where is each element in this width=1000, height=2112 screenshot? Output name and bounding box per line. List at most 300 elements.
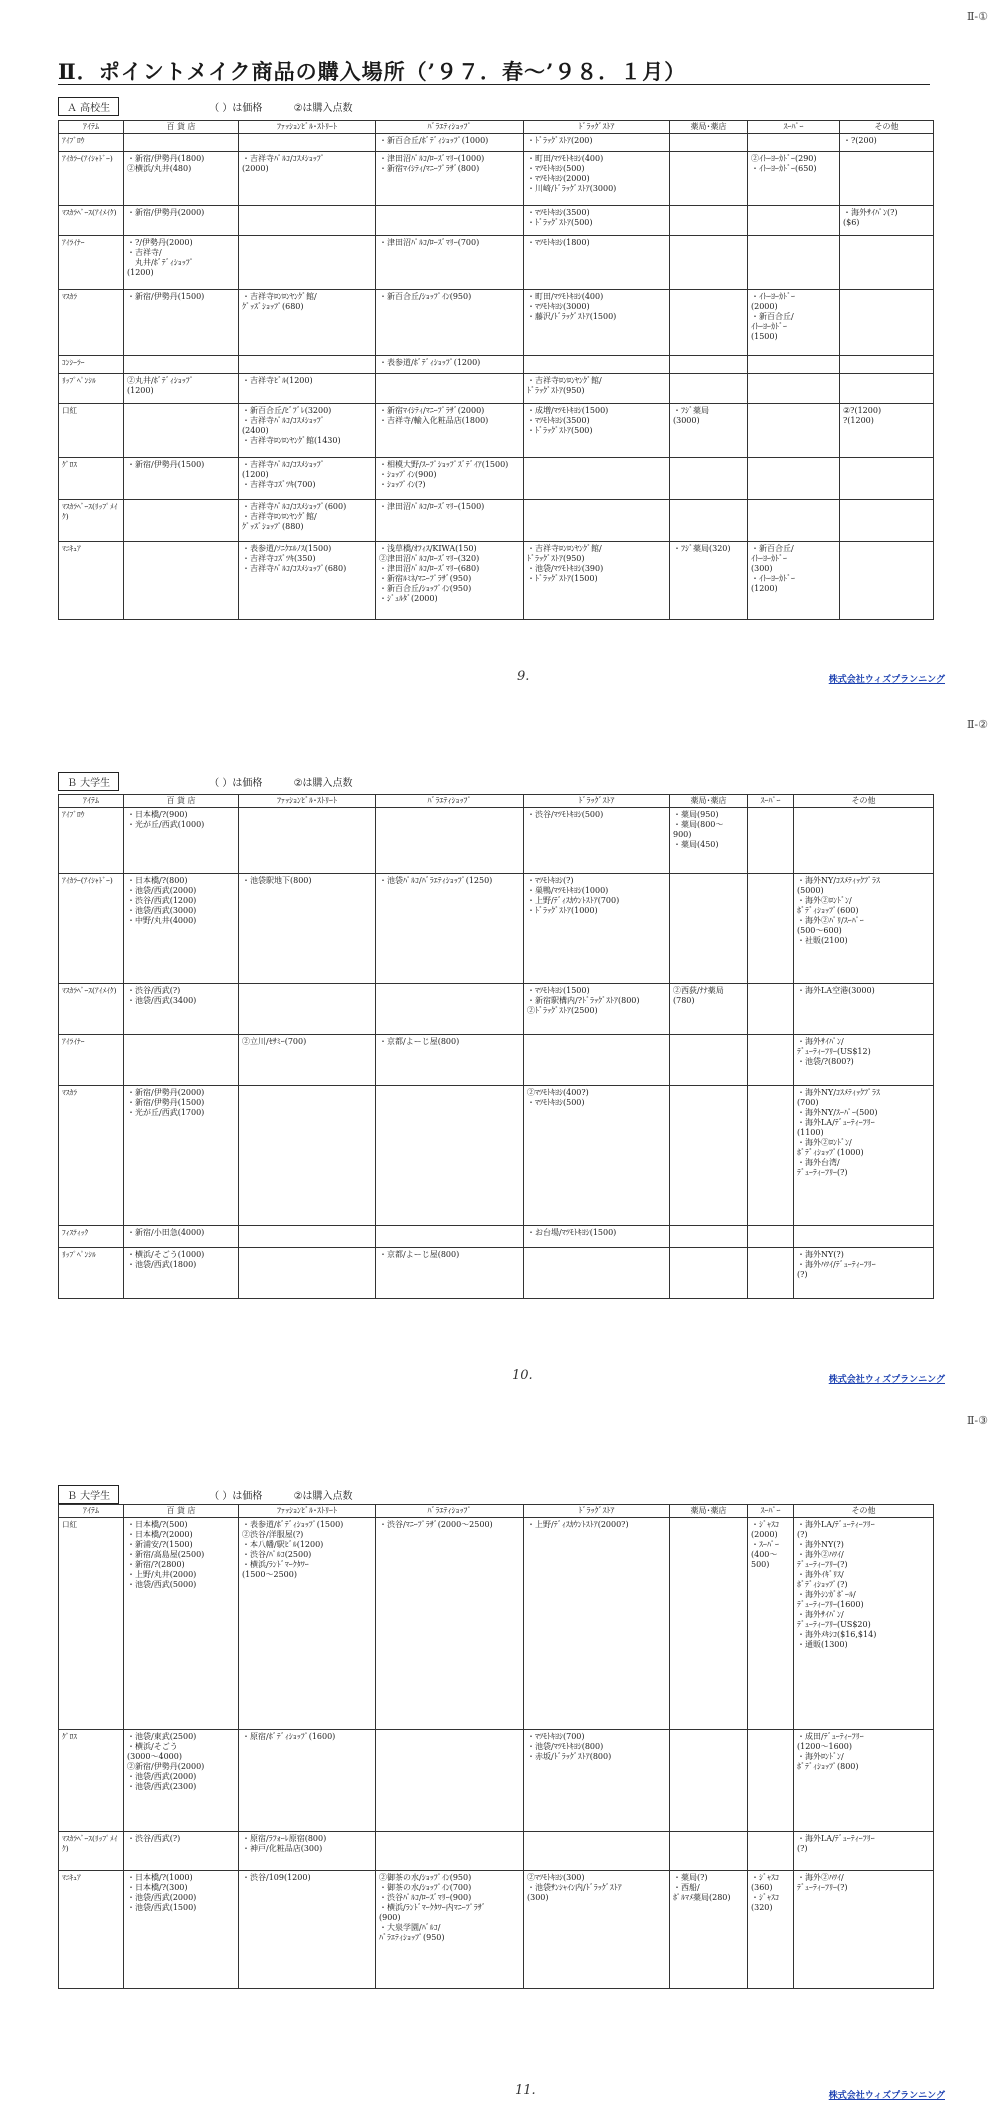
cell-entry: ・ﾏﾂﾓﾄｷﾖｼ(500) (527, 1098, 585, 1108)
cell-entry: ・吉祥寺ﾊﾟﾙｺ/ｺｽﾒｼｮｯﾌﾟ (242, 416, 325, 425)
cell-entry: ・表参道/ﾎﾞﾃﾞｨｼｮｯﾌﾟ(1500) (242, 1520, 344, 1529)
cell-entry: ②西荻/ﾅﾅ薬局 (673, 985, 724, 995)
cell-entry: ・日本橋/?(800) (127, 875, 188, 885)
column-header: ﾄﾞﾗｯｸﾞｽﾄｱ (524, 1505, 670, 1518)
table-cell (239, 458, 376, 500)
purchase-table (58, 794, 934, 1299)
column-header: ﾌｧｯｼｮﾝﾋﾞﾙ･ｽﾄﾘｰﾄ (239, 121, 376, 134)
cell-entry: ｲﾄｰﾖｰｶﾄﾞｰ (751, 554, 787, 563)
table-cell (748, 1247, 794, 1298)
table-cell (124, 152, 239, 206)
table-cell (748, 1225, 794, 1247)
table-cell (239, 1831, 376, 1870)
table-cell (124, 1247, 239, 1298)
column-header: 薬局･薬店 (670, 121, 748, 134)
cell-entry: ・渋谷/ﾏﾆｰﾌﾟﾗｻﾞ(2000～2500) (379, 1520, 493, 1529)
table-cell (239, 873, 376, 983)
cell-entry: ・海外②ﾛﾝﾄﾞﾝ/ (797, 1138, 852, 1148)
table-cell (748, 873, 794, 983)
table-cell (124, 1035, 239, 1086)
page-3 (0, 1400, 1000, 2112)
table-cell (748, 458, 840, 500)
table-cell (239, 1871, 376, 1989)
table-cell (524, 542, 670, 620)
table-cell (376, 500, 524, 542)
table-cell (239, 1225, 376, 1247)
cell-entry: ・ﾏﾂﾓﾄｷﾖｼ(1500) (527, 985, 590, 995)
table-cell (239, 1086, 376, 1225)
cell-entry: ・御茶の水/ｼｮｯﾌﾟｲﾝ(700) (379, 1883, 472, 1893)
table-cell (670, 1729, 748, 1831)
cell-entry: ・日本橋/?(900) (127, 810, 188, 819)
cell-entry: ・渋谷/109(1200) (242, 1873, 311, 1883)
column-header: ﾊﾞﾗｴﾃｨｼｮｯﾌﾟ (376, 795, 524, 808)
column-header: ｽｰﾊﾟｰ (748, 1505, 794, 1518)
cell-entry: ・新百合丘/ｼｮｯﾌﾟｲﾝ(950) (379, 584, 472, 593)
cell-entry: ・日本橋/?(2000) (127, 1530, 193, 1539)
column-header: ﾌｧｯｼｮﾝﾋﾞﾙ･ｽﾄﾘｰﾄ (239, 795, 376, 808)
cell-entry: ②津田沼ﾊﾟﾙｺ/ﾛｰｽﾞﾏﾘｰ(320) (379, 554, 480, 563)
table-row (59, 873, 934, 983)
item-name: ｺﾝｼｰﾗｰ (59, 356, 124, 374)
table-cell (239, 1035, 376, 1086)
cell-entry: (3000) (673, 416, 700, 425)
table-cell (239, 500, 376, 542)
page-2 (0, 700, 1000, 1400)
cell-entry: (780) (673, 995, 695, 1005)
cell-entry: ・?(200) (843, 136, 877, 145)
table-cell (239, 1247, 376, 1298)
table-cell (124, 1086, 239, 1225)
table-cell (124, 542, 239, 620)
cell-entry: (1200) (127, 268, 154, 277)
table-cell (124, 1729, 239, 1831)
cell-entry: ・大泉学園/ﾊﾞﾙｺ/ (379, 1923, 441, 1933)
cell-entry: ・通販(1300) (797, 1640, 848, 1649)
cell-entry: (5000) (797, 885, 824, 895)
cell-entry: ・池袋/西武(2000) (127, 1893, 197, 1903)
table-cell (376, 1247, 524, 1298)
table-cell (124, 808, 239, 874)
cell-entry: ・西船/ (673, 1883, 700, 1893)
table-row (59, 374, 934, 404)
table-cell (524, 1247, 670, 1298)
cell-entry: (?) (797, 1269, 808, 1279)
cell-entry: ・ｲﾄｰﾖｰｶﾄﾞｰ(650) (751, 164, 817, 173)
table-row (59, 1729, 934, 1831)
cell-entry: ﾄﾞﾗｯｸﾞｽﾄｱ(950) (527, 554, 585, 563)
table-row (59, 356, 934, 374)
table-cell (376, 356, 524, 374)
cell-entry: (2400) (242, 426, 269, 435)
cell-entry: ・津田沼ﾊﾟﾙｺ/ﾛｰｽﾞﾏﾘｰ(700) (379, 238, 480, 247)
table-cell (376, 1035, 524, 1086)
table-cell (670, 1035, 748, 1086)
table-cell (840, 206, 934, 236)
item-name: ﾌｨｽﾃｨｯｸ (59, 1225, 124, 1247)
table-row (59, 808, 934, 874)
table-cell (239, 404, 376, 458)
table-cell (124, 374, 239, 404)
table-cell (376, 808, 524, 874)
cell-entry: ・新宿/伊勢丹(2000) (127, 208, 205, 217)
company-name[interactable]: 株式会社ウィズプランニング (828, 1375, 945, 1385)
table-cell (124, 1225, 239, 1247)
cell-entry: ・藤沢/ﾄﾞﾗｯｸﾞｽﾄｱ(1500) (527, 312, 617, 321)
cell-entry: ②ﾏﾂﾓﾄｷﾖｼ(300) (527, 1873, 585, 1883)
table-cell (524, 1518, 670, 1730)
table-cell (239, 236, 376, 290)
cell-entry: ・海外ﾛﾝﾄﾞﾝ/ (797, 1751, 844, 1761)
cell-entry: ・新宿駅構内/?ﾄﾞﾗｯｸﾞｽﾄｱ(800) (527, 995, 640, 1005)
cell-entry: ・ﾄﾞﾗｯｸﾞｽﾄｱ(500) (527, 426, 593, 435)
table-row (59, 1831, 934, 1870)
cell-entry: ・渋谷/ﾊﾟﾙｺ(2500) (242, 1550, 312, 1559)
table-row (59, 500, 934, 542)
table-cell (124, 134, 239, 152)
cell-entry: (1500～2500) (242, 1570, 297, 1579)
table-cell (748, 808, 794, 874)
cell-entry: ・ﾏﾂﾓﾄｷﾖｼ(3500) (527, 416, 590, 425)
cell-entry: ｸﾞｯｽﾞｼｮｯﾌﾟ(680) (242, 302, 304, 311)
cell-entry: ・吉祥寺ﾊﾟﾙｺ/ｺｽﾒｼｮｯﾌﾟ(680) (242, 564, 347, 573)
cell-entry: (1100) (797, 1128, 824, 1138)
table-cell (748, 1035, 794, 1086)
table-cell (670, 1086, 748, 1225)
table-cell (670, 873, 748, 983)
table-cell (840, 542, 934, 620)
cell-entry: ﾃﾞｭｰﾃｨｰﾌﾘｰ(?) (797, 1883, 848, 1893)
column-header: 薬局･薬店 (670, 1505, 748, 1518)
table-cell (376, 1086, 524, 1225)
page-number: Ⅱ-② (966, 718, 988, 731)
item-name: ｱｲﾗｲﾅｰ (59, 236, 124, 290)
cell-entry: ・ﾏﾂﾓﾄｷﾖｼ(2000) (527, 174, 590, 183)
legend-price: （ ）は価格 (209, 1491, 263, 1502)
table-cell (524, 808, 670, 874)
cell-entry: ・新百合丘/ (751, 312, 794, 321)
table-header-row (59, 795, 934, 808)
table-cell (376, 1518, 524, 1730)
column-header: ﾄﾞﾗｯｸﾞｽﾄｱ (524, 121, 670, 134)
cell-entry: ・池袋/西武(2300) (127, 1781, 197, 1791)
company-name[interactable]: 株式会社ウィズプランニング (828, 2091, 945, 2101)
cell-entry: ・吉祥寺ﾊﾟﾙｺ/ｺｽﾒｼｮｯﾌﾟ (242, 154, 325, 163)
item-name: ｱｲﾌﾞﾛｳ (59, 134, 124, 152)
table-cell (239, 356, 376, 374)
cell-entry: ・新宿/伊勢丹(2000) (127, 1088, 205, 1098)
cell-entry: ・ｼﾞｬｽｺ (751, 1893, 779, 1903)
cell-entry: ・池袋/ﾏﾂﾓﾄｷﾖｼ(390) (527, 564, 604, 573)
cell-entry: ($6) (843, 218, 860, 227)
legend-count: ②は購入点数 (293, 1491, 353, 1502)
table-cell (748, 500, 840, 542)
item-name: ﾏｽｶﾗ (59, 290, 124, 356)
cell-entry: ・ﾏﾂﾓﾄｷﾖｼ(700) (527, 1731, 585, 1741)
table-cell (794, 1035, 934, 1086)
cell-entry: ・吉祥寺ｺｽﾞﾂｷ(350) (242, 554, 316, 563)
title-divider (58, 84, 930, 85)
cell-entry: ・吉祥寺ﾛﾝﾛﾝﾔﾝｸﾞ館/ (242, 512, 317, 521)
cell-entry: (1200) (127, 386, 154, 395)
cell-entry: ﾎﾞﾃﾞｨｼｮｯﾌﾟ(?) (797, 1580, 848, 1589)
cell-entry: ・海外ｲｷﾞﾘｽ/ (797, 1570, 844, 1579)
footer-page-number: 9. (517, 669, 530, 684)
table-cell (748, 152, 840, 206)
table-cell (239, 206, 376, 236)
column-header: ﾊﾞﾗｴﾃｨｼｮｯﾌﾟ (376, 1505, 524, 1518)
cell-entry: ・川崎/ﾄﾞﾗｯｸﾞｽﾄｱ(3000) (527, 184, 617, 193)
table-cell (840, 152, 934, 206)
table-cell (794, 1518, 934, 1730)
cell-entry: ・渋谷/西武(1200) (127, 895, 197, 905)
cell-entry: ・ﾌｼﾞ薬局 (673, 406, 709, 415)
cell-entry: ・池袋ｻﾝｼｬｲﾝ内/ﾄﾞﾗｯｸﾞｽﾄｱ (527, 1883, 622, 1893)
section-label: Ａ 高校生 (58, 97, 119, 116)
item-name: ﾏｽｶﾗ (59, 1086, 124, 1225)
cell-entry: ・吉祥寺ﾛﾝﾛﾝﾔﾝｸﾞ館(1430) (242, 436, 341, 445)
column-header: その他 (794, 1505, 934, 1518)
cell-entry: ②?(1200) (843, 406, 882, 415)
cell-entry: ・新浦安/?(1500) (127, 1540, 193, 1549)
item-name: ｱｲｶﾗｰ(ｱｲｼｬﾄﾞｰ) (59, 152, 124, 206)
cell-entry: ・表参道/ﾎﾞﾃﾞｨｼｮｯﾌﾟ(1200) (379, 358, 481, 367)
legend-count: ②は購入点数 (293, 778, 353, 789)
table-cell (124, 356, 239, 374)
page-number: Ⅱ-① (966, 10, 988, 23)
table-cell (670, 458, 748, 500)
table-cell (376, 458, 524, 500)
cell-entry: ﾄﾞﾗｯｸﾞｽﾄｱ(950) (527, 386, 585, 395)
cell-entry: ・新宿ﾏｲｼﾃｨ/ﾏﾆｰﾌﾟﾗｻﾞ(2000) (379, 406, 485, 415)
section-header (58, 1485, 381, 1504)
table-cell (748, 404, 840, 458)
cell-entry: ・ｽｰﾊﾟｰ (751, 1540, 779, 1549)
table-row (59, 404, 934, 458)
table-cell (748, 206, 840, 236)
cell-entry: ・横浜/ﾗﾝﾄﾞﾏｰｸﾀﾜｰ内ﾏﾆｰﾌﾟﾗｻﾞ (379, 1903, 486, 1913)
table-cell (124, 983, 239, 1034)
table-cell (670, 152, 748, 206)
cell-entry: ・ｼﾞｭﾙﾀﾞ(2000) (379, 594, 438, 603)
cell-entry: (400～ (751, 1550, 778, 1559)
cell-entry: ・新宿/伊勢丹(1500) (127, 292, 205, 301)
cell-entry: ・ﾏﾂﾓﾄｷﾖｼ(1800) (527, 238, 590, 247)
table-cell (524, 1086, 670, 1225)
column-header: ﾄﾞﾗｯｸﾞｽﾄｱ (524, 795, 670, 808)
column-header: その他 (840, 121, 934, 134)
table-header-row (59, 121, 934, 134)
cell-entry: ・池袋/?(800?) (797, 1057, 854, 1067)
table-cell (524, 404, 670, 458)
table-cell (124, 290, 239, 356)
cell-entry: ﾊﾞﾗｴﾃｨｼｮｯﾌﾟ(950) (379, 1933, 445, 1943)
cell-entry: ・ﾏﾂﾓﾄｷﾖｼ(3500) (527, 208, 590, 217)
cell-entry: ｸﾞｯｽﾞｼｮｯﾌﾟ(880) (242, 522, 304, 531)
table-cell (124, 873, 239, 983)
item-name: ﾏｽｶﾗﾍﾞｰｽ(ｱｲﾒｲｸ) (59, 206, 124, 236)
cell-entry: ・海外台湾/ (797, 1158, 840, 1168)
cell-entry: ・渋谷ﾊﾟﾙｺ/ﾛｰｽﾞﾏﾘｰ(900) (379, 1893, 472, 1903)
table-cell (524, 206, 670, 236)
cell-entry: ・町田/ﾏﾂﾓﾄｷﾖｼ(400) (527, 154, 604, 163)
item-name: ｸﾞﾛｽ (59, 1729, 124, 1831)
table-cell (670, 206, 748, 236)
column-header: ｱｲﾃﾑ (59, 1505, 124, 1518)
table-cell (524, 1035, 670, 1086)
cell-entry: ・ﾄﾞﾗｯｸﾞｽﾄｱ(1500) (527, 574, 598, 583)
section-header (58, 772, 381, 791)
table-cell (670, 1871, 748, 1989)
cell-entry: (300) (527, 1893, 549, 1903)
footer-page-number: 11. (515, 2083, 536, 2098)
cell-entry: ・海外NY/ｺｽﾒﾃｨｯｸﾌﾟﾗｽ (797, 1088, 880, 1098)
table-cell (748, 356, 840, 374)
table-cell (748, 1518, 794, 1730)
cell-entry: (900) (379, 1913, 401, 1923)
legend (209, 1487, 380, 1502)
column-header: 百 貨 店 (124, 795, 239, 808)
cell-entry: ・新宿ﾙﾐﾈ/ﾏﾆｰﾌﾟﾗｻﾞ(950) (379, 574, 472, 583)
cell-entry: ・成増/ﾏﾂﾓﾄｷﾖｼ(1500) (527, 406, 609, 415)
table-cell (239, 808, 376, 874)
legend-count: ②は購入点数 (293, 103, 353, 114)
cell-entry: ・吉祥寺ﾊﾟﾙｺ/ｺｽﾒｼｮｯﾌﾟ(600) (242, 502, 347, 511)
cell-entry: ﾎﾞﾃﾞｨｼｮｯﾌﾟ(600) (797, 905, 859, 915)
table-cell (524, 983, 670, 1034)
cell-entry: ・池袋/西武(2000) (127, 1771, 197, 1781)
cell-entry: ・横浜/ﾗﾝﾄﾞﾏｰｸﾀﾜｰ (242, 1560, 309, 1569)
table-row (59, 1247, 934, 1298)
cell-entry: ・吉祥寺ﾛﾝﾛﾝﾔﾝｸﾞ館/ (527, 376, 602, 385)
table-cell (748, 290, 840, 356)
cell-entry: ・新百合丘/ｼｮｯﾌﾟｲﾝ(950) (379, 292, 472, 301)
cell-entry: ・神戸/化粧品店(300) (242, 1843, 323, 1853)
column-header: 百 貨 店 (124, 1505, 239, 1518)
table-cell (670, 374, 748, 404)
table-cell (670, 1518, 748, 1730)
item-name: ｱｲｶﾗｰ(ｱｲｼｬﾄﾞｰ) (59, 873, 124, 983)
cell-entry: ・ﾏﾂﾓﾄｷﾖｼ(3000) (527, 302, 590, 311)
cell-entry: ・成田/ﾃﾞｭｰﾃｨｰﾌﾘｰ (797, 1731, 864, 1741)
cell-entry: ・海外ﾒｷｼｺ($16,$14) (797, 1630, 877, 1639)
purchase-table (58, 1504, 934, 1989)
cell-entry: ・光が丘/西武(1000) (127, 820, 205, 829)
table-cell (524, 134, 670, 152)
page-title: Ⅱ．ポイントメイク商品の購入場所（’９７．春～’９８．１月） (58, 59, 687, 84)
table-cell (524, 1871, 670, 1989)
cell-entry: 900) (673, 830, 692, 839)
table-cell (670, 808, 748, 874)
cell-entry: ﾎﾟﾙﾏﾒ薬局(280) (673, 1893, 731, 1903)
cell-entry: ・吉祥寺ｺｽﾞﾂｷ(700) (242, 480, 316, 489)
cell-entry: 500) (751, 1560, 770, 1569)
cell-entry: ・渋谷/ﾏﾂﾓﾄｷﾖｼ(500) (527, 810, 604, 819)
table-row (59, 1518, 934, 1730)
cell-entry: ・巣鴨/ﾏﾂﾓﾄｷﾖｼ(1000) (527, 885, 609, 895)
cell-entry: ・ｲﾄｰﾖｰｶﾄﾞｰ (751, 574, 795, 583)
cell-entry: ・海外②ﾊﾜｲ/ (797, 1550, 844, 1559)
table-cell (748, 1729, 794, 1831)
footer-page-number: 10. (512, 1368, 533, 1383)
cell-entry: ・お台場/ﾏﾂﾓﾄｷﾖｼ(1500) (527, 1227, 617, 1237)
cell-entry: ・新宿ﾏｲｼﾃｨ/ﾏﾆｰﾌﾟﾗｻﾞ(800) (379, 164, 480, 173)
cell-entry: ・相模大野/ｽｰﾌﾟｼｮｯﾌﾟｽﾞﾃﾞｲｱ(1500) (379, 460, 509, 469)
cell-entry: ・海外LA/ﾃﾞｭｰﾃｨｰﾌﾘｰ (797, 1118, 875, 1128)
table-row (59, 983, 934, 1034)
cell-entry: ・新宿/?(2800) (127, 1560, 185, 1569)
cell-entry: ・渋谷/西武(?) (127, 1833, 181, 1843)
table-row (59, 152, 934, 206)
cell-entry: ・吉祥寺/ (127, 248, 162, 257)
item-name: 口紅 (59, 1518, 124, 1730)
cell-entry: ・海外LA/ﾃﾞｭｰﾃｨｰﾌﾘｰ (797, 1520, 875, 1529)
table-cell (670, 542, 748, 620)
cell-entry: ・渋谷/西武(?) (127, 985, 181, 995)
table-row (59, 134, 934, 152)
table-cell (840, 404, 934, 458)
cell-entry: (?) (797, 1843, 808, 1853)
column-header: ｱｲﾃﾑ (59, 795, 124, 808)
cell-entry: (3000～4000) (127, 1751, 182, 1761)
table-cell (840, 134, 934, 152)
legend-price: （ ）は価格 (209, 778, 263, 789)
table-row (59, 1086, 934, 1225)
table-cell (748, 1871, 794, 1989)
table-cell (670, 134, 748, 152)
table-cell (376, 542, 524, 620)
section-label: Ｂ 大学生 (58, 772, 119, 791)
table-cell (239, 374, 376, 404)
cell-entry: ・薬局(800～ (673, 820, 724, 829)
item-name: ｱｲﾗｲﾅｰ (59, 1035, 124, 1086)
cell-entry: ・池袋/ﾏﾂﾓﾄｷﾖｼ(800) (527, 1741, 604, 1751)
table-cell (748, 983, 794, 1034)
cell-entry: (2000) (242, 164, 269, 173)
cell-entry: (?) (797, 1530, 808, 1539)
table-cell (748, 134, 840, 152)
cell-entry: ・新宿/小田急(4000) (127, 1227, 205, 1237)
table-cell (376, 236, 524, 290)
page-number: Ⅱ-③ (966, 1414, 988, 1427)
cell-entry: ・表参道/ｿﾆｸｴﾙﾉｽ(1500) (242, 544, 332, 553)
table-cell (124, 1871, 239, 1989)
cell-entry: ・ﾏﾂﾓﾄｷﾖｼ(500) (527, 164, 585, 173)
cell-entry: ・本八幡/駅ﾋﾞﾙ(1200) (242, 1540, 324, 1549)
cell-entry: ・新宿/伊勢丹(1500) (127, 460, 205, 469)
table-cell (524, 290, 670, 356)
cell-entry: (320) (751, 1903, 773, 1913)
table-cell (376, 1225, 524, 1247)
cell-entry: ・上野/ﾃﾞｨｽｶｳﾝﾄｽﾄｱ(2000?) (527, 1520, 629, 1529)
table-cell (239, 983, 376, 1034)
cell-entry: ②丸井/ﾎﾞﾃﾞｨｼｮｯﾌﾟ (127, 376, 194, 385)
cell-entry: ・津田沼ﾊﾟﾙｺ/ﾛｰｽﾞﾏﾘｰ(1000) (379, 154, 485, 163)
table-cell (124, 1518, 239, 1730)
cell-entry: ・中野/丸井(4000) (127, 915, 197, 925)
cell-entry: ・ﾏﾂﾓﾄｷﾖｼ(?) (527, 875, 574, 885)
item-name: ｱｲﾌﾞﾛｳ (59, 808, 124, 874)
company-name[interactable]: 株式会社ウィズプランニング (828, 675, 945, 685)
column-header: ｽｰﾊﾟｰ (748, 795, 794, 808)
cell-entry: ・吉祥寺ﾛﾝﾛﾝﾔﾝｸﾞ館/ (527, 544, 602, 553)
cell-entry: ・薬局(450) (673, 840, 719, 849)
cell-entry: ・日本橋/?(500) (127, 1520, 188, 1529)
table-row (59, 458, 934, 500)
cell-entry: ②立川/ｾｻﾐｰ(700) (242, 1037, 307, 1047)
column-header: ﾌｧｯｼｮﾝﾋﾞﾙ･ｽﾄﾘｰﾄ (239, 1505, 376, 1518)
table-cell (376, 1871, 524, 1989)
